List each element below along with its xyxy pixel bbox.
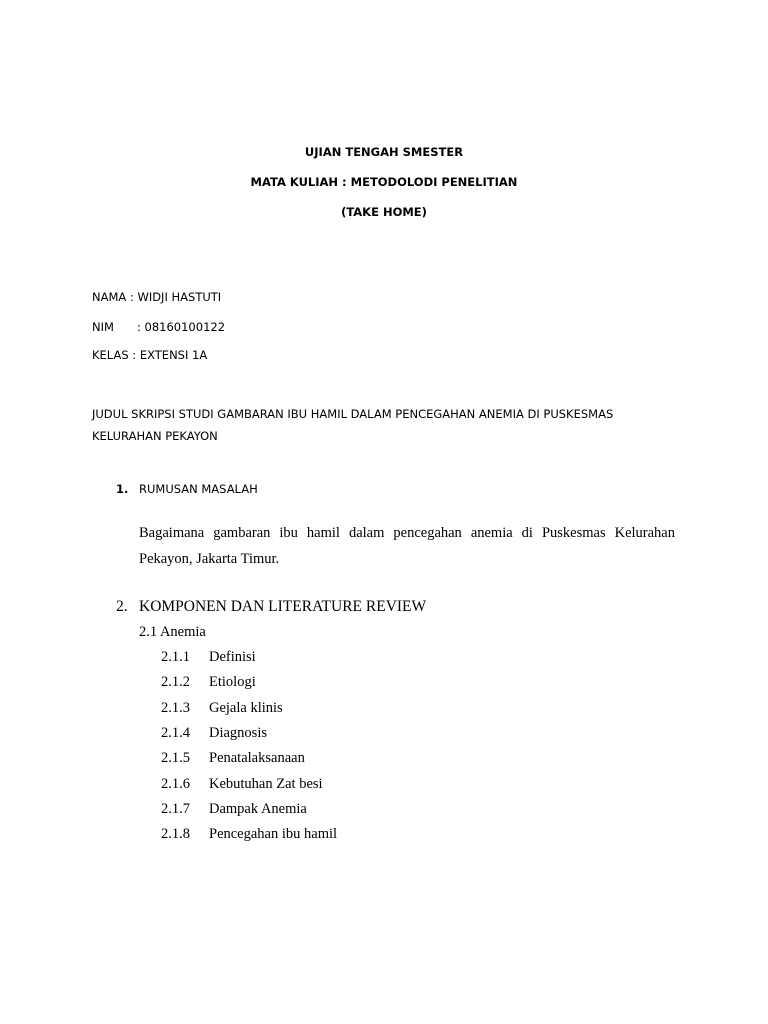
section1-title: RUMUSAN MASALAH	[139, 482, 258, 496]
item-label: Gejala klinis	[209, 700, 283, 716]
item-number: 2.1.5	[161, 750, 190, 766]
item-number: 2.1.4	[161, 725, 190, 741]
take-home-label: (TAKE HOME)	[341, 205, 427, 219]
course-title: MATA KULIAH : METODOLODI PENELITIAN	[250, 175, 518, 189]
section2-subheading: 2.1 Anemia	[139, 624, 206, 640]
item-number: 2.1.3	[161, 700, 190, 716]
section1-body: Bagaimana gambaran ibu hamil dalam pencegahan anemia di Puskesmas Kelurahan Pekayon, Jakarta Timur.	[139, 525, 675, 567]
student-nim-label: NIM	[92, 320, 114, 334]
item-label: Diagnosis	[209, 725, 267, 741]
item-label: Etiologi	[209, 674, 256, 690]
section1-number: 1.	[116, 482, 129, 496]
item-label: Definisi	[209, 649, 256, 665]
item-label: Pencegahan ibu hamil	[209, 826, 338, 842]
student-name: NAMA : WIDJI HASTUTI	[92, 290, 222, 304]
item-number: 2.1.8	[161, 826, 190, 842]
thesis-title: JUDUL SKRIPSI STUDI GAMBARAN IBU HAMIL DALAM PENCEGAHAN ANEMIA DI PUSKESMAS KELURAHAN PEKAYON	[92, 407, 614, 443]
exam-title: UJIAN TENGAH SMESTER	[304, 145, 464, 159]
item-label: Kebutuhan Zat besi	[209, 776, 323, 792]
item-number: 2.1.6	[161, 776, 190, 792]
item-number: 2.1.2	[161, 674, 190, 690]
item-label: Dampak Anemia	[209, 801, 307, 817]
student-nim-value: : 08160100122	[137, 320, 226, 334]
student-class: KELAS : EXTENSI 1A	[92, 348, 208, 362]
item-number: 2.1.7	[161, 801, 190, 817]
section2-number: 2.	[116, 598, 128, 615]
item-number: 2.1.1	[161, 649, 190, 665]
section2-title: KOMPONEN DAN LITERATURE REVIEW	[139, 598, 427, 615]
item-label: Penatalaksanaan	[209, 750, 305, 766]
